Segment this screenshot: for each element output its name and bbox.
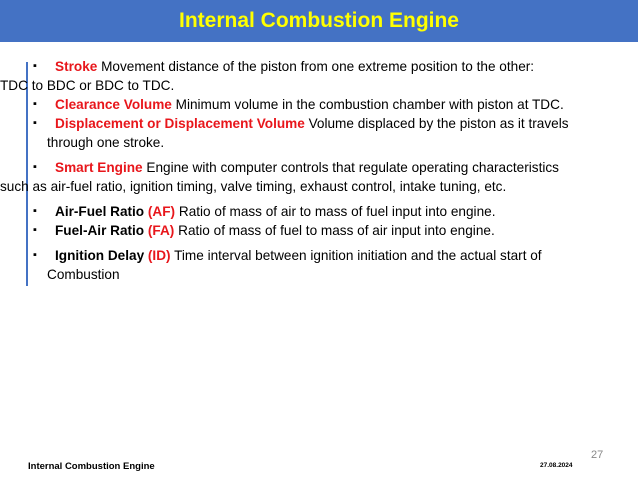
term-stroke: Stroke: [55, 59, 98, 74]
definition-clearance-volume: Minimum volume in the combustion chamber with piston at TDC.: [171, 97, 564, 112]
definition-smart-engine-line1: Engine with computer controls that regulate operating characteristics: [142, 160, 559, 175]
list-item-air-fuel-ratio: [33, 202, 623, 221]
list-item-smart-engine: [0, 158, 623, 196]
list-item-clearance-volume: [33, 95, 623, 114]
abbr-fa: (FA): [147, 223, 175, 238]
abbr-id: (ID): [147, 248, 171, 263]
definition-air-fuel-ratio: Ratio of mass of air to mass of fuel input into engine.: [175, 204, 496, 219]
abbr-af: (AF): [147, 204, 176, 219]
square-bullet-icon: ▪: [33, 117, 37, 129]
square-bullet-icon: ▪: [33, 224, 37, 236]
definition-stroke-line1: Movement distance of the piston from one extreme position to the other:: [97, 59, 535, 74]
square-bullet-icon: ▪: [33, 161, 37, 173]
footer-date: 27.08.2024: [540, 462, 573, 469]
definition-displacement-line1: Volume displaced by the piston as it travels: [304, 116, 569, 131]
footer-title: Internal Combustion Engine: [28, 461, 155, 472]
page-number: 27: [591, 449, 604, 461]
square-bullet-icon: ▪: [33, 60, 37, 72]
term-clearance-volume: Clearance Volume: [55, 97, 172, 112]
list-item-stroke: [0, 57, 623, 95]
term-displacement: Displacement or Displacement Volume: [55, 116, 305, 131]
list-item-displacement: [33, 114, 623, 152]
list-item-fuel-air-ratio: [33, 221, 623, 240]
term-fuel-air-ratio: Fuel-Air Ratio: [55, 223, 145, 238]
definition-stroke-line2: TDC to BDC or BDC to TDC.: [0, 78, 175, 93]
term-ignition-delay: Ignition Delay: [55, 248, 145, 263]
square-bullet-icon: ▪: [33, 98, 37, 110]
definition-ignition-delay-line2: Combustion: [47, 267, 120, 282]
title-bar: [0, 0, 638, 42]
definition-fuel-air-ratio: Ratio of mass of fuel to mass of air input into engine.: [174, 223, 495, 238]
list-item-ignition-delay: [33, 246, 623, 284]
square-bullet-icon: ▪: [33, 205, 37, 217]
term-air-fuel-ratio: Air-Fuel Ratio: [55, 204, 145, 219]
term-smart-engine: Smart Engine: [55, 160, 143, 175]
definition-displacement-line2: through one stroke.: [47, 135, 165, 150]
left-accent-rule: [26, 62, 28, 286]
slide-content: [0, 57, 623, 284]
square-bullet-icon: ▪: [33, 249, 37, 261]
slide-title: Internal Combustion Engine: [178, 9, 459, 32]
definition-ignition-delay-line1: Time interval between ignition initiation and the actual start of: [170, 248, 542, 263]
definition-smart-engine-line2: such as air-fuel ratio, ignition timing, valve timing, exhaust control, intake tuning, etc.: [0, 179, 507, 194]
